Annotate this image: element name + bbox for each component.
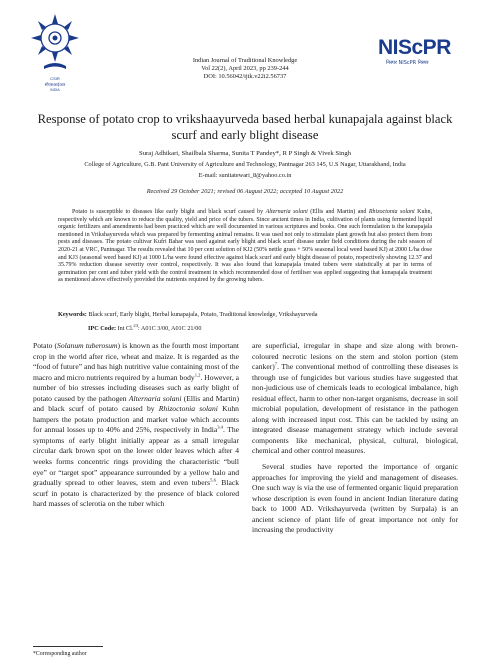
abstract-text: Potato is susceptible to diseases like early blight and black scurf caused by (72, 209, 266, 215)
ipc-codes: : A01C 3/00, A01C 21/00 (137, 325, 202, 332)
journal-doi: DOI: 10.56042/ijtk.v22i2.56737 (203, 73, 287, 80)
niscpr-logo-text: NIScPR (378, 36, 451, 59)
body-paragraph (252, 341, 458, 457)
corresponding-email: E-mail: sunitatewari_8@yahoo.co.in (198, 172, 292, 179)
abstract-text: (Ellis and Martin) and (307, 209, 369, 215)
species-name: Solanum tuberosum (57, 341, 118, 350)
ipc-text: Int Cl. (116, 325, 134, 332)
body-column-right (252, 341, 458, 536)
csir-logo-country-text: INDIA (50, 88, 60, 92)
article-title: Response of potato crop to vrikshaayurveda based herbal kunapajala against black scurf and early blight disease (37, 112, 453, 142)
journal-citation (150, 57, 340, 81)
header (0, 0, 490, 100)
body-text: (Ellis and Martin) and black scurf of potato caused by (33, 393, 240, 414)
body-text: . The symptoms of early blight initially appear as a small irregular circular dark brown spot on the lower older leaves which after 4 weeks forms concentric rings providing the characteristic “bull eye” or “target spot” appearance surrounded by a yellow halo and gradually spread to other leaves, stem and even tubers (33, 425, 239, 488)
author-list: Suraj Adhikari, Shailbala Sharma, Sunita T Pandey*, R P Singh & Vivek Singh (138, 150, 352, 157)
footnote: *Corresponding author (33, 651, 87, 657)
species-name: Rhizoctonia solani (158, 404, 218, 414)
keywords (58, 311, 432, 319)
affiliation: College of Agriculture, G.B. Pant University of Agriculture and Technology, Pantnagar 263 145, U.S Nagar, Uttarakhand, India (84, 161, 406, 168)
keywords-list: Black scurf, Early blight, Herbal kunapajala, Potato, Traditional knowledge, Vrikshayurveda (86, 311, 318, 318)
abstract (58, 209, 432, 285)
csir-emblem-icon (30, 10, 80, 74)
body-text: Kuhn hampers the potato production and market value which accounts for annual losses up to 40% and 25%, respectively in India (33, 404, 239, 435)
body-paragraph: Several studies have reported the importance of organic approaches for improving the yield and management of diseases. One such way is via the use of fermented organic liquid preparation whose description is even found in ancient Indian literature dating back to 1000 AD. Vrikshayurveda (written by Surpala) is an ancient science of plant life of great importance not only for increasing the productivity (252, 462, 458, 535)
footnote-divider (33, 646, 103, 647)
citation-ref: 3,4 (217, 424, 223, 430)
body-text: . However, a number of bio stresses including diseases such as early blight of potato caused by the pathogen (33, 372, 240, 403)
csir-logo (30, 10, 80, 100)
species-name: Alternaria solani (128, 393, 182, 403)
body-text: . The conventional method of controlling these diseases is through use of fungicides but various studies have suggested that non-judicious use of chemicals leads to ecological imbalance, high residual effect, harm to other non-target organisms, decrease in soil microbial population, development of resistance in the pathogen along with increased input cost. This can be tackled by using an integrated disease management strategy which include several components like mechanical, physical, cultural, biological, chemical and other control measures. (252, 362, 458, 456)
keywords-label: Keywords: (58, 311, 87, 318)
abstract-pathogen-name: Alternaria solani (265, 209, 308, 215)
citation-ref: 1,2 (194, 372, 201, 378)
citation-ref: 7 (274, 361, 278, 367)
submission-dates: Received 29 October 2021; revised 06 August 2022; accepted 10 August 2022 (146, 188, 344, 195)
body-text: are superficial, irregular in shape and size along with brown-coloured necrotic lesions on the stem and stolon portion (stem canker) (252, 341, 458, 372)
ipc-code (88, 322, 428, 333)
citation-ref: 5,6 (210, 477, 216, 483)
csir-logo-hindi-text: सीएसआईआर (44, 82, 66, 87)
niscpr-logo-hindi: निस्पर NIScPR निस्पर (386, 60, 429, 66)
body-text: ) is known as the fourth most important crop in the world after rice, wheat and maize. It is regarded as the “food of future” and has high nutritive value containing most of the macro and micro nutrients required by a human body (33, 341, 239, 382)
niscpr-logo (378, 36, 470, 76)
body-text: . Black scurf in potato is characterized by the presence of black colored hard masses of sclerotia on the tuber which (33, 478, 239, 509)
abstract-text: Kuhn, respectively which are known to reduce the quality, yield and price of the tubers. Since ancient times in India, cultivation of plants using fermented liquid organic fertilizers and amendments had been practiced which are well documented in various scriptures and books. One such formulation is the kunapajala mentioned in Vrikshayurveda which was prepared by fermenting animal remains. It was used not only to stimulate plant growth but also protect them from pests and diseases. The potato cultivar Kufri Bahar was used against early blight and black scurf disease under field conditions during the rabi season of 2020-21 at VRC, Pantnagar. The results revealed that 10 per cent solution of KJ2 (50% nettle grass + 50% seasonal local weed based KJ) at 2000 L/ha dose and KJ3 (seasonal weed based KJ) at 1000 L/ha were found effective against black scurf and early blight disease of potato, respectively showing 12.37 and 35.79% reduction disease severity over control, respectively. It was also found that kunapajala treated tubers were statistically at par in terms of germination per cent and tuber yield with the control treatment in which recommended dose of fertiliser was applied suggesting that kunapajala treatment as mentioned above effectively provided the nutrients required by the growing tubers. (58, 209, 433, 284)
csir-logo-text: CSIR (50, 76, 60, 81)
journal-name: Indian Journal of Traditional Knowledge (192, 57, 298, 64)
ipc-label: IPC Code: (88, 325, 117, 332)
abstract-pathogen-name: Rhizoctonia solani (368, 209, 415, 215)
ipc-superscript: 23 (133, 322, 138, 328)
body-text: Potato ( (33, 341, 58, 350)
body-column-left (33, 341, 239, 510)
journal-volume: Vol 22(2), April 2023, pp 239-244 (201, 65, 289, 72)
